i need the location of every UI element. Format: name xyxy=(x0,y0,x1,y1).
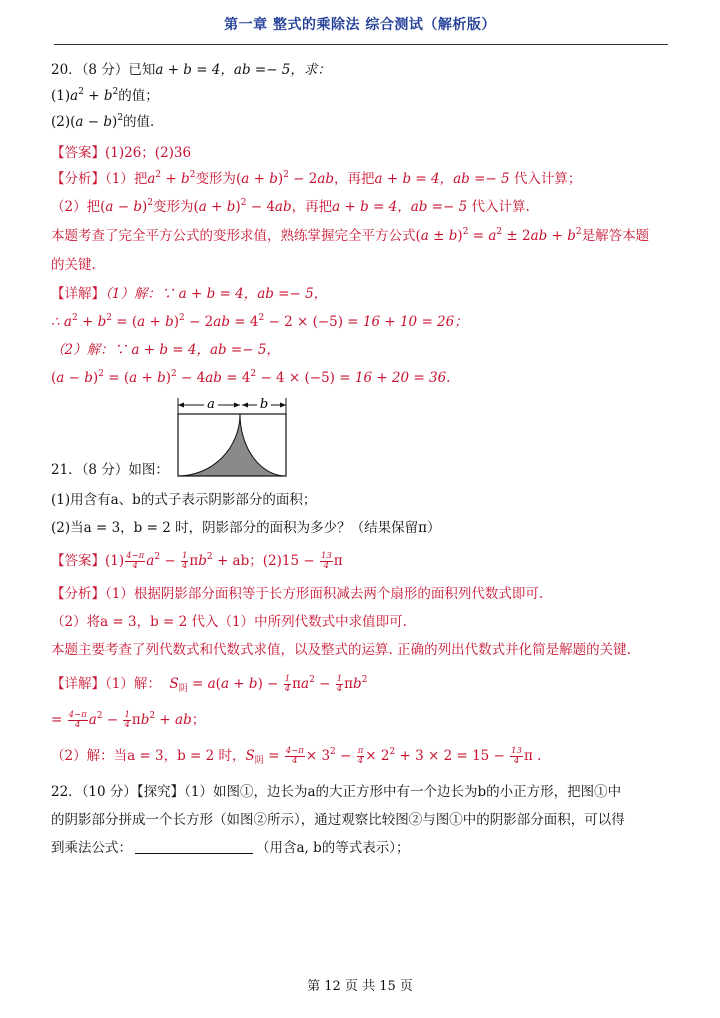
q20-detail-2: ∴ $a^2 + b^2 = (a + b)^2 - 2ab = 4^2 - 2 \times (-5) = 16 + 10 = 26$； xyxy=(51,313,468,330)
q20-analysis-4: 的关键. xyxy=(51,257,96,273)
answer-blank[interactable] xyxy=(135,839,253,854)
q20-answer: 【答案】(1)26；(2)36 xyxy=(51,145,192,161)
q20-detail-4: $(a - b)^2 = (a + b)^2 - 4ab = 4^2 - 4 \times (-5) = 16 + 20 = 36$. xyxy=(51,369,451,386)
q21-part2: (2)当a = 3，b = 2 时，阴影部分的面积为多少？（结果保留π） xyxy=(51,520,441,536)
q21-answer: 【答案】(1) $\frac{4-\pi}{4}$ $a^2$ − $\frac{1}{4}$ $\pi b^2$ + ab；(2)15 − $\frac{13}{4}$ π xyxy=(51,551,343,571)
q20-part1: $(1)a^2 + b^2$的值； xyxy=(51,87,159,104)
q20-detail-1: 【详解】（1）解：∵ a + b = 4，ab =− 5， xyxy=(51,286,328,302)
shaded-region xyxy=(178,414,286,476)
q21-analysis-2: （2）将a = 3，b = 2 代入（1）中所列代数式中求值即可. xyxy=(51,614,407,630)
q21-analysis-3: 本题主要考查了列代数式和代数式求值，以及整式的运算. 正确的列出代数式并化简是解题的关键. xyxy=(51,642,631,658)
page-header: 第一章 整式的乘除法 综合测试（解析版） xyxy=(224,17,496,33)
q21-detail-1: 【详解】（1）解： $S_阴 = a(a + b)$ − $\frac{1}{4}$ $\pi a^2$ − $\frac{1}{4}$ $\pi b^2$ xyxy=(51,674,368,694)
q21-figure xyxy=(172,394,292,478)
fig-label-b: b xyxy=(259,397,269,412)
q21-part1: (1)用含有a、b的式子表示阴影部分的面积； xyxy=(51,492,317,508)
q21-analysis-1: 【分析】（1）根据阴影部分面积等于长方形面积减去两个扇形的面积列代数式即可. xyxy=(51,586,544,602)
q21-detail-3: （2）解：当a = 3，b = 2 时，$S_阴$ = $\frac{4-\pi}{4}$ × $3^2$ − $\frac{\pi}{4}$ × $2^2 + 3 \times 2 = 15$ − $\frac{13}{4}$ π . xyxy=(51,746,542,766)
q20-stem: 20．（8 分）已知a + b = 4，ab =− 5，求： xyxy=(51,62,331,78)
q20-analysis-3: 本题考查了完全平方公式的变形求值，熟练掌握完全平方公式$(a \pm b)^2 = a^2 \pm 2ab + b^2$是解答本题 xyxy=(51,227,650,244)
fig-label-a: a xyxy=(207,397,215,412)
q20-detail-3: （2）解：∵ a + b = 4，ab =− 5， xyxy=(51,342,280,358)
q22-line1: 22．（10 分）【探究】（1）如图①，边长为a的大正方形中有一个边长为b的小正方形，把图①中 xyxy=(51,784,622,800)
q21-stem: 21．（8 分）如图： xyxy=(51,462,169,478)
header-rule xyxy=(54,44,668,45)
q20-part2: $(2)(a - b)^2$的值． xyxy=(51,113,164,130)
page-footer: 第 12 页 共 15 页 xyxy=(307,979,413,994)
q22-line2: 的阴影部分拼成一个长方形（如图②所示），通过观察比较图②与图①中的阴影部分面积，可以得 xyxy=(51,812,625,828)
q20-analysis-2: （2）把$(a - b)^2$变形为$(a + b)^2 - 4ab$，再把a + b = 4，ab =− 5 代入计算. xyxy=(51,198,530,215)
q21-detail-2: = $\frac{4-\pi}{4}$ $a^2$ − $\frac{1}{4}$ $\pi b^2$ + ab； xyxy=(51,710,206,730)
q20-analysis-1: 【分析】（1）把$a^2 + b^2$变形为$(a + b)^2 - 2ab$，再把a + b = 4，ab =− 5 代入计算； xyxy=(51,170,582,187)
q22-line3: 到乘法公式： （用含a, b的等式表示）； xyxy=(51,840,410,856)
